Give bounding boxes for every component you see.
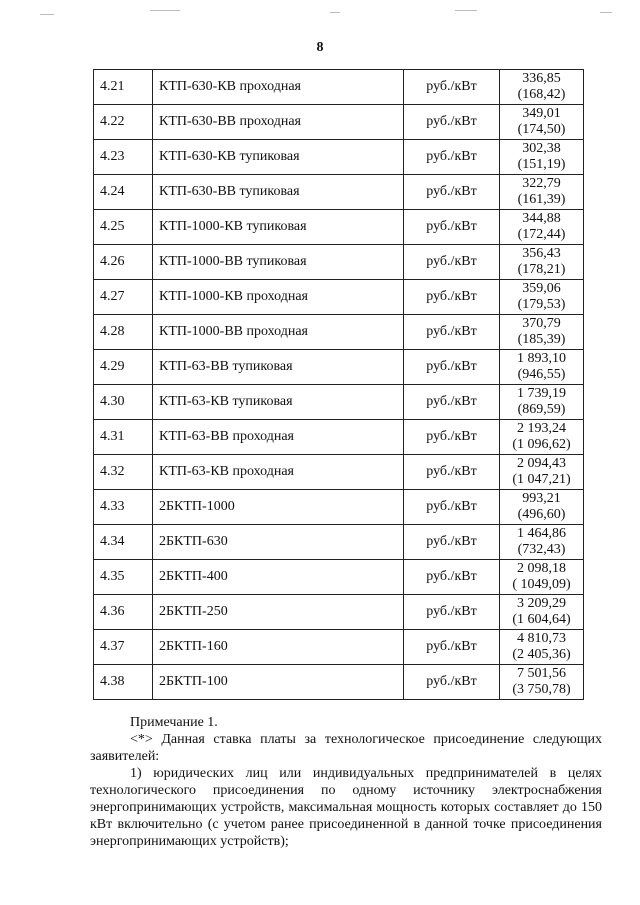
unit: руб./кВт [404,385,500,420]
rate-half-value: (179,53) [517,297,566,312]
substation-name: КТП-63-ВВ проходная [153,420,404,455]
rate-half-value: (174,50) [517,122,566,137]
substation-name: КТП-1000-ВВ проходная [153,315,404,350]
row-number: 4.22 [94,105,153,140]
rate-half-value: (2 405,36) [512,647,571,662]
row-number: 4.37 [94,630,153,665]
row-number: 4.38 [94,665,153,700]
row-number: 4.25 [94,210,153,245]
row-number: 4.36 [94,595,153,630]
table-row [94,210,584,245]
unit: руб./кВт [404,105,500,140]
rate-cell [500,70,584,105]
substation-name: КТП-630-ВВ тупиковая [153,175,404,210]
unit: руб./кВт [404,140,500,175]
unit: руб./кВт [404,490,500,525]
substation-name: 2БКТП-400 [153,560,404,595]
row-number: 4.35 [94,560,153,595]
table-row [94,595,584,630]
row-number: 4.33 [94,490,153,525]
table-row [94,280,584,315]
rate-cell [500,280,584,315]
rate-half-value: (172,44) [517,227,566,242]
rate-cell [500,105,584,140]
rate-value: 356,43 [522,246,561,261]
substation-name: КТП-630-КВ проходная [153,70,404,105]
table-row [94,560,584,595]
rate-half-value: (161,39) [517,192,566,207]
unit: руб./кВт [404,315,500,350]
rate-value: 370,79 [522,316,561,331]
row-number: 4.29 [94,350,153,385]
unit: руб./кВт [404,630,500,665]
unit: руб./кВт [404,70,500,105]
unit: руб./кВт [404,175,500,210]
substation-name: 2БКТП-1000 [153,490,404,525]
note-paragraph-2: 1) юридических лиц или индивидуальных предпринимателей в целях технологического присоединения по одному источнику электроснабжения энергопринимающих устройств, максимальная мощность которых составляет до 150 кВт включительно (с учетом ранее присоединенной в данной точке присоединения энергопринимающих устройств); [90,766,602,849]
substation-name: КТП-1000-КВ проходная [153,280,404,315]
rate-half-value: (185,39) [517,332,566,347]
rate-value: 2 094,43 [517,456,566,471]
note-paragraph-1: <*> Данная ставка платы за технологическое присоединение следующих заявителей: [90,732,602,764]
substation-name: КТП-63-КВ тупиковая [153,385,404,420]
table-row [94,490,584,525]
rate-half-value: (946,55) [517,367,566,382]
rate-half-value: (1 047,21) [512,472,571,487]
substation-name: 2БКТП-160 [153,630,404,665]
rate-cell [500,560,584,595]
substation-name: КТП-630-КВ тупиковая [153,140,404,175]
unit: руб./кВт [404,280,500,315]
rate-value: 2 193,24 [517,421,566,436]
unit: руб./кВт [404,525,500,560]
rate-cell [500,315,584,350]
table-row [94,70,584,105]
rate-value: 1 739,19 [517,386,566,401]
rates-table [93,69,584,700]
rate-half-value: (1 604,64) [512,612,571,627]
row-number: 4.34 [94,525,153,560]
unit: руб./кВт [404,560,500,595]
rate-cell [500,420,584,455]
rate-half-value: (3 750,78) [512,682,571,697]
rate-value: 4 810,73 [517,631,566,646]
table-row [94,630,584,665]
row-number: 4.26 [94,245,153,280]
rate-half-value: (178,21) [517,262,566,277]
note-title: Примечание 1. [130,715,218,730]
unit: руб./кВт [404,665,500,700]
rate-value: 3 209,29 [517,596,566,611]
rate-value: 336,85 [522,71,561,86]
substation-name: КТП-630-ВВ проходная [153,105,404,140]
substation-name: 2БКТП-630 [153,525,404,560]
table-row [94,350,584,385]
rate-cell [500,210,584,245]
rate-value: 1 893,10 [517,351,566,366]
note-section [90,714,602,850]
table-row [94,245,584,280]
rate-cell [500,245,584,280]
table-row [94,455,584,490]
row-number: 4.32 [94,455,153,490]
table-row [94,315,584,350]
rate-cell [500,665,584,700]
substation-name: КТП-63-ВВ тупиковая [153,350,404,385]
rate-cell [500,140,584,175]
rate-half-value: (151,19) [517,157,566,172]
table-row [94,665,584,700]
rate-cell [500,525,584,560]
rate-value: 349,01 [522,106,561,121]
rate-half-value: ( 1049,09) [512,577,571,592]
table-row [94,140,584,175]
row-number: 4.28 [94,315,153,350]
unit: руб./кВт [404,420,500,455]
unit: руб./кВт [404,350,500,385]
unit: руб./кВт [404,595,500,630]
page-number: 8 [316,40,324,55]
rate-half-value: (869,59) [517,402,566,417]
table-row [94,525,584,560]
rate-cell [500,455,584,490]
rate-half-value: (1 096,62) [512,437,571,452]
substation-name: КТП-1000-КВ тупиковая [153,210,404,245]
rate-cell [500,630,584,665]
substation-name: КТП-1000-ВВ тупиковая [153,245,404,280]
rate-half-value: (168,42) [517,87,566,102]
rate-value: 2 098,18 [517,561,566,576]
table-row [94,175,584,210]
rate-value: 993,21 [522,491,561,506]
rate-cell [500,175,584,210]
unit: руб./кВт [404,210,500,245]
substation-name: КТП-63-КВ проходная [153,455,404,490]
rate-value: 359,06 [522,281,561,296]
rate-value: 322,79 [522,176,561,191]
rate-value: 344,88 [522,211,561,226]
substation-name: 2БКТП-100 [153,665,404,700]
rate-cell [500,490,584,525]
rate-cell [500,595,584,630]
row-number: 4.31 [94,420,153,455]
unit: руб./кВт [404,245,500,280]
row-number: 4.21 [94,70,153,105]
rate-cell [500,385,584,420]
row-number: 4.24 [94,175,153,210]
row-number: 4.30 [94,385,153,420]
rate-half-value: (732,43) [517,542,566,557]
rate-value: 1 464,86 [517,526,566,541]
rate-value: 302,38 [522,141,561,156]
table-row [94,105,584,140]
substation-name: 2БКТП-250 [153,595,404,630]
rate-half-value: (496,60) [517,507,566,522]
unit: руб./кВт [404,455,500,490]
table-row [94,385,584,420]
row-number: 4.23 [94,140,153,175]
row-number: 4.27 [94,280,153,315]
table-row [94,420,584,455]
rate-cell [500,350,584,385]
rate-value: 7 501,56 [517,666,566,681]
